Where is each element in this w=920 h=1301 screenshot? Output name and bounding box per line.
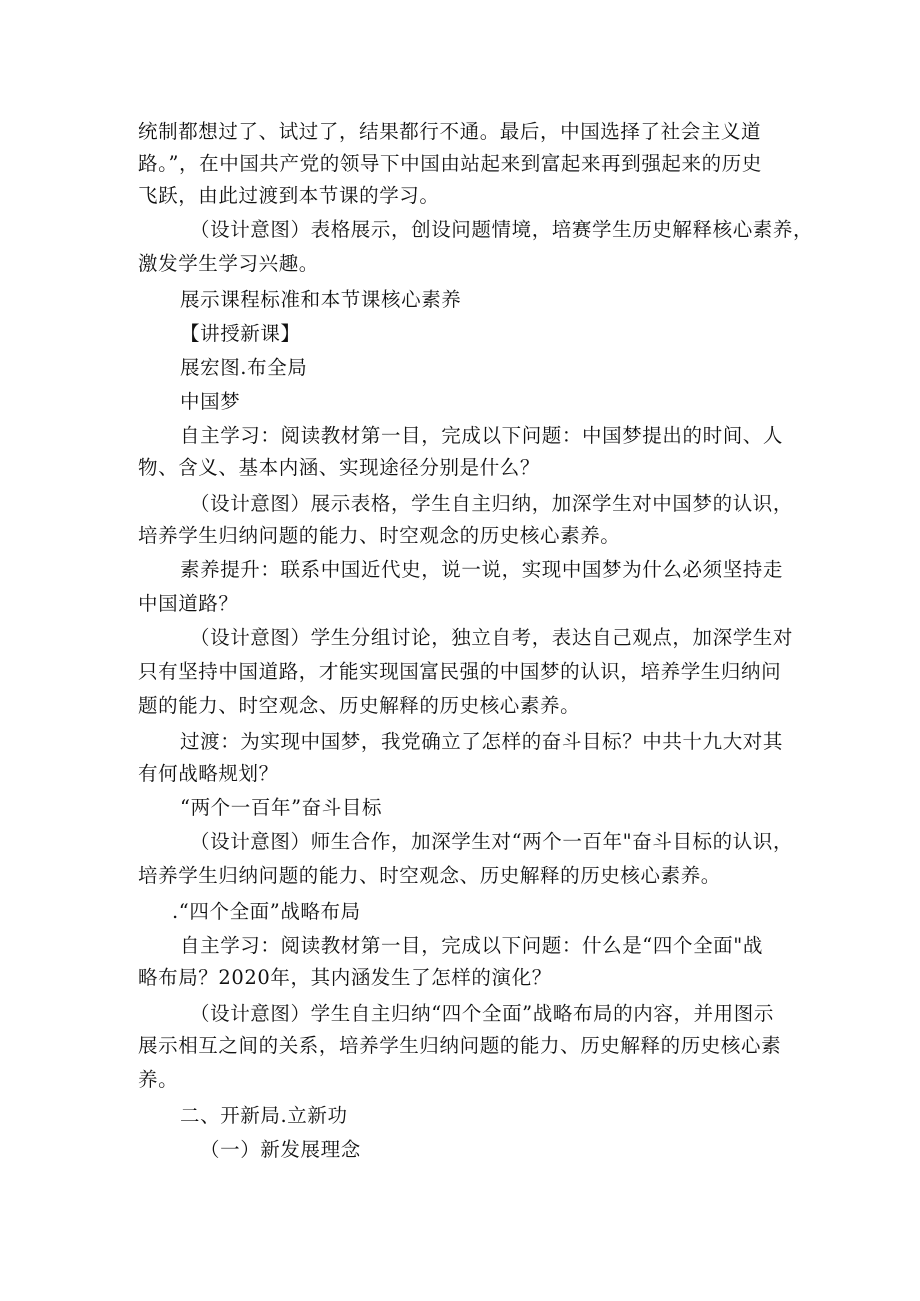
section-heading: 中国梦	[180, 390, 241, 413]
text-line: 养。	[138, 1068, 179, 1091]
text-line: 物、含义、基本内涵、实现途径分别是什么？	[138, 456, 541, 479]
text-line: 统制都想过了、试过了，结果都行不通。最后，中国选择了社会主义道	[138, 120, 762, 143]
text-line: 培养学生归纳问题的能力、时空观念、历史解释的历史核心素养。	[138, 864, 721, 887]
text-line: 有何战略规划？	[138, 762, 279, 785]
text-line: 自主学习：阅读教材第一目，完成以下问题：中国梦提出的时间、人	[180, 424, 784, 447]
text-line: 激发学生学习兴趣。	[138, 252, 319, 275]
text-line: 略布局？2020年，其内涵发生了怎样的演化？	[138, 966, 552, 989]
text-line: （设计意图）学生自主归纳“四个全面”战略布局的内容，并用图示	[190, 1002, 774, 1025]
text-line: 展示课程标准和本节课核心素养	[180, 288, 462, 311]
text-line: 中国道路？	[138, 592, 239, 615]
text-line: 飞跃，由此过渡到本节课的学习。	[138, 184, 440, 207]
section-heading: 展宏图.布全局	[180, 356, 308, 379]
text-line: 过渡：为实现中国梦，我党确立了怎样的奋斗目标？中共十九大对其	[180, 730, 784, 753]
section-heading: （一）新发展理念	[200, 1138, 361, 1161]
section-heading: 二、开新局.立新功	[180, 1104, 348, 1127]
text-line: 只有坚持中国道路，才能实现国富民强的中国梦的认识，培养学生归纳问	[138, 660, 782, 683]
text-line: 自主学习：阅读教材第一目，完成以下问题：什么是“四个全面"战	[180, 934, 763, 957]
text-line: 展示相互之间的关系，培养学生归纳问题的能力、历史解释的历史核心素	[138, 1034, 782, 1057]
text-line: 路。”，在中国共产党的领导下中国由站起来到富起来再到强起来的历史	[138, 152, 762, 175]
section-heading: 【讲授新课】	[180, 322, 301, 345]
text-line: 素养提升：联系中国近代史，说一说，实现中国梦为什么必须坚持走	[180, 558, 784, 581]
text-line: 题的能力、时空观念、历史解释的历史核心素养。	[138, 694, 581, 717]
text-line: （设计意图）表格展示，创设问题情境，培赛学生历史解释核心素养，	[190, 218, 814, 241]
section-heading: “两个一百年”奋斗目标	[180, 796, 383, 819]
text-line: 培养学生归纳问题的能力、时空观念的历史核心素养。	[138, 524, 621, 547]
section-heading: .“四个全面”战略布局	[172, 900, 361, 923]
text-line: （设计意图）学生分组讨论，独立自考，表达自己观点，加深学生对	[190, 626, 794, 649]
text-line: （设计意图）展示表格，学生自主归纳，加深学生对中国梦的认识，	[190, 492, 794, 515]
text-line: （设计意图）师生合作，加深学生对“两个一百年"奋斗目标的认识，	[190, 830, 794, 853]
